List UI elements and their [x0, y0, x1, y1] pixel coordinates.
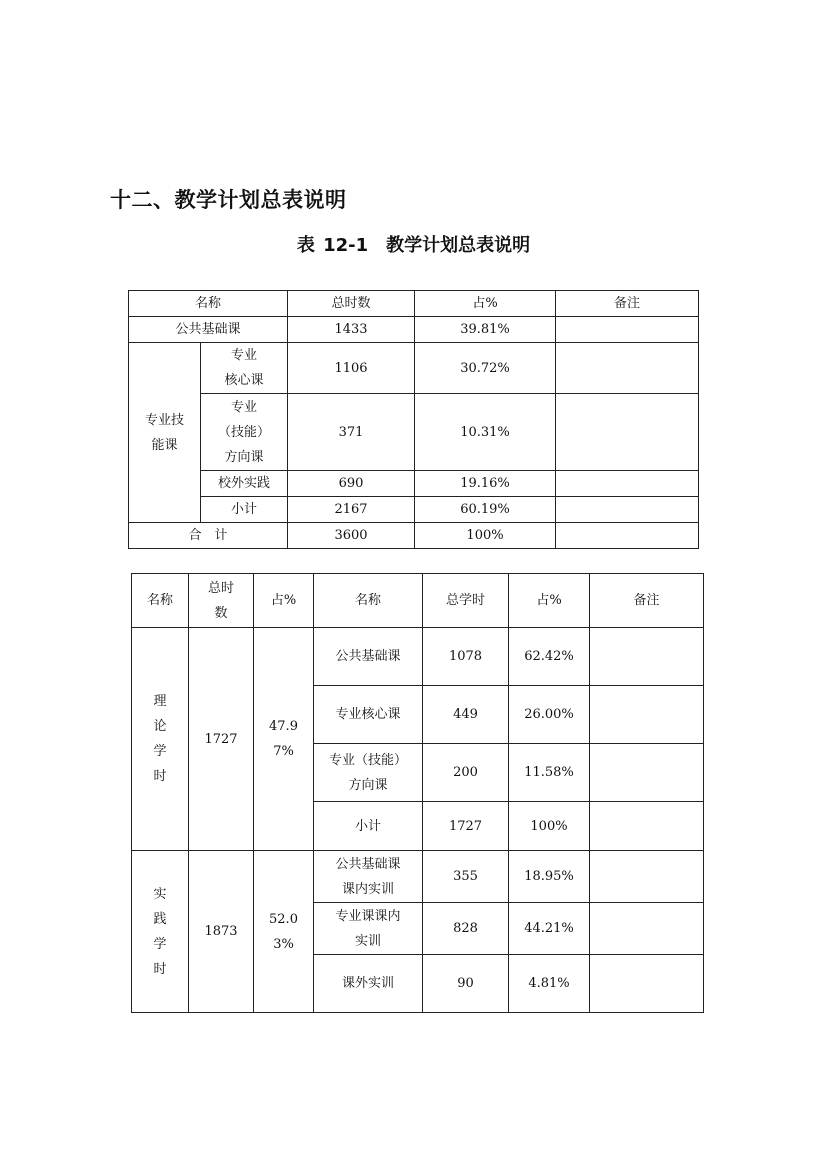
table1-total-row — [129, 523, 699, 549]
row-pct: 18.95% — [509, 851, 590, 903]
row-pct: 30.72% — [415, 343, 556, 394]
skill-group-label: 专业技 能课 — [129, 343, 201, 523]
row-pct: 26.00% — [509, 686, 590, 744]
table-row — [132, 628, 704, 686]
row-pct: 19.16% — [415, 471, 556, 497]
row-note — [556, 471, 699, 497]
row-pct: 4.81% — [509, 955, 590, 1013]
row-name: 校外实践 — [201, 471, 288, 497]
row-pct: 39.81% — [415, 317, 556, 343]
summary-table-1 — [128, 290, 699, 549]
table-row — [129, 317, 699, 343]
table-row — [129, 497, 699, 523]
table1-header-hours: 总时数 — [288, 291, 415, 317]
row-hours: 1727 — [423, 802, 509, 851]
row-note — [556, 343, 699, 394]
row-name: 专业（技能） 方向课 — [314, 744, 423, 802]
total-note — [556, 523, 699, 549]
row-hours: 200 — [423, 744, 509, 802]
row-note — [590, 903, 704, 955]
total-label: 合 计 — [129, 523, 288, 549]
practice-pct: 52.0 3% — [254, 851, 314, 1013]
row-hours: 1433 — [288, 317, 415, 343]
row-hours: 828 — [423, 903, 509, 955]
row-note — [556, 317, 699, 343]
row-note — [556, 497, 699, 523]
row-hours: 371 — [288, 394, 415, 471]
table2-header-study-hours: 总学时 — [423, 574, 509, 628]
practice-label: 实 践 学 时 — [132, 851, 189, 1013]
row-name: 小计 — [201, 497, 288, 523]
table2-header-pct: 占% — [254, 574, 314, 628]
row-note — [590, 686, 704, 744]
row-note — [590, 851, 704, 903]
row-hours: 1106 — [288, 343, 415, 394]
row-pct: 62.42% — [509, 628, 590, 686]
table2-header-name-2: 名称 — [314, 574, 423, 628]
table2-header-row — [132, 574, 704, 628]
table1-header-row — [129, 291, 699, 317]
row-note — [556, 394, 699, 471]
row-name: 专业 核心课 — [201, 343, 288, 394]
row-note — [590, 955, 704, 1013]
row-pct: 11.58% — [509, 744, 590, 802]
row-hours: 355 — [423, 851, 509, 903]
row-hours: 90 — [423, 955, 509, 1013]
row-note — [590, 744, 704, 802]
row-name: 小计 — [314, 802, 423, 851]
row-name: 专业 （技能） 方向课 — [201, 394, 288, 471]
total-hours: 3600 — [288, 523, 415, 549]
row-note — [590, 802, 704, 851]
row-hours: 690 — [288, 471, 415, 497]
row-name: 专业课课内 实训 — [314, 903, 423, 955]
table-row — [132, 851, 704, 903]
practice-hours: 1873 — [189, 851, 254, 1013]
table2-header-pct-2: 占% — [509, 574, 590, 628]
table2-header-note: 备注 — [590, 574, 704, 628]
total-pct: 100% — [415, 523, 556, 549]
row-name: 公共基础课 课内实训 — [314, 851, 423, 903]
table-row — [129, 343, 699, 394]
row-name: 专业核心课 — [314, 686, 423, 744]
row-name: 公共基础课 — [314, 628, 423, 686]
row-note — [590, 628, 704, 686]
row-hours: 449 — [423, 686, 509, 744]
section-heading: 十二、教学计划总表说明 — [110, 188, 347, 212]
table1-header-pct: 占% — [415, 291, 556, 317]
row-hours: 2167 — [288, 497, 415, 523]
table2-header-total-hours: 总时 数 — [189, 574, 254, 628]
row-hours: 1078 — [423, 628, 509, 686]
theory-hours: 1727 — [189, 628, 254, 851]
row-pct: 10.31% — [415, 394, 556, 471]
theory-pct: 47.9 7% — [254, 628, 314, 851]
table-title: 表 12-1 教学计划总表说明 — [296, 235, 531, 256]
row-pct: 60.19% — [415, 497, 556, 523]
row-name: 公共基础课 — [129, 317, 288, 343]
table-row — [129, 394, 699, 471]
table-row — [129, 471, 699, 497]
summary-table-2 — [131, 573, 704, 1013]
row-pct: 44.21% — [509, 903, 590, 955]
theory-label: 理 论 学 时 — [132, 628, 189, 851]
table2-header-name: 名称 — [132, 574, 189, 628]
row-name: 课外实训 — [314, 955, 423, 1013]
row-pct: 100% — [509, 802, 590, 851]
table1-header-note: 备注 — [556, 291, 699, 317]
table1-header-name: 名称 — [129, 291, 288, 317]
